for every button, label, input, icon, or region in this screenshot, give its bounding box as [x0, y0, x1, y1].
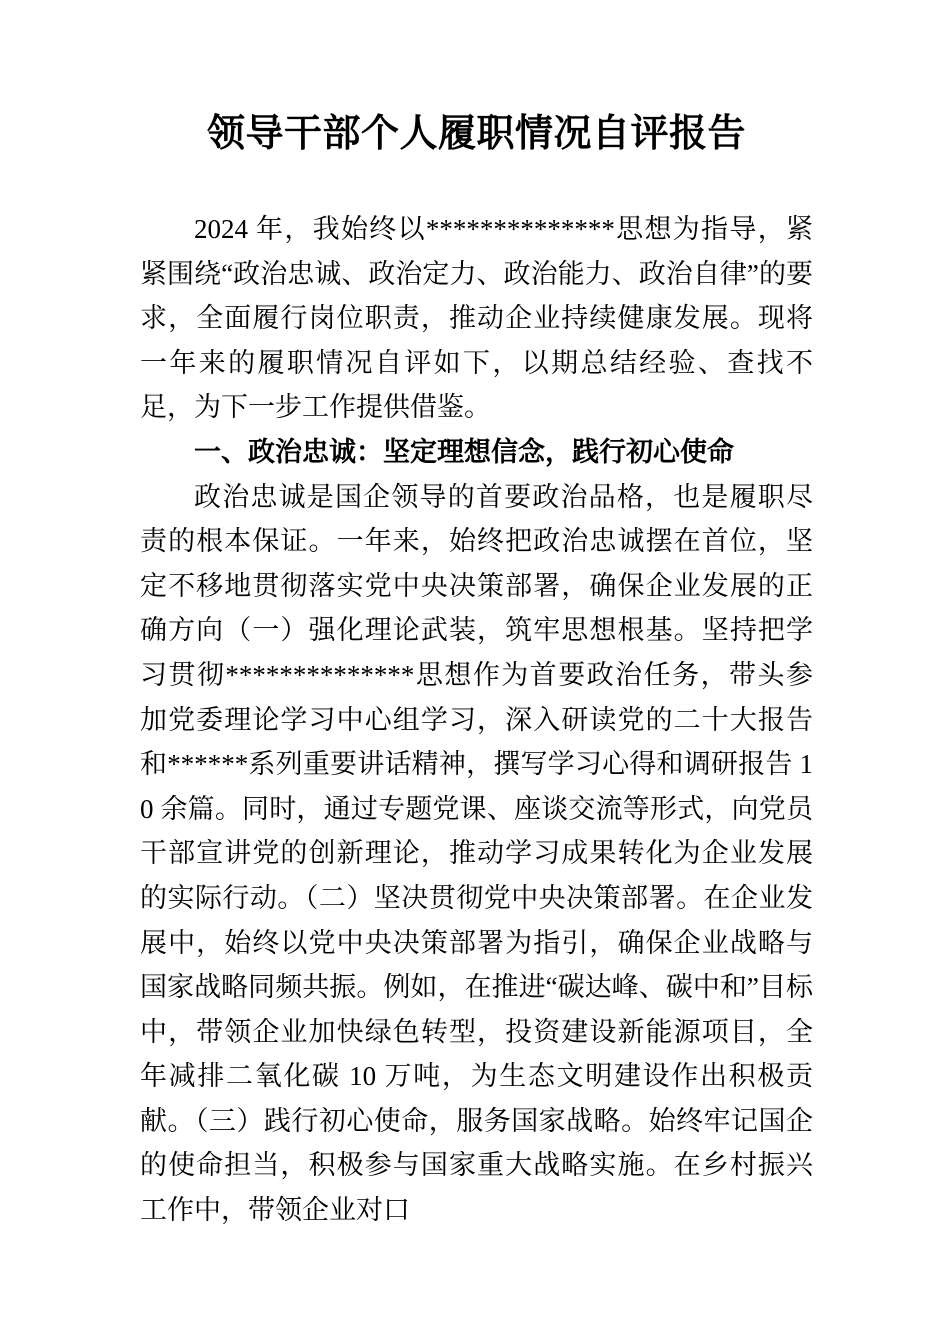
section-1-heading: 一、政治忠诚：坚定理想信念，践行初心使命	[194, 436, 734, 467]
section-1-body-paragraph: 政治忠诚是国企领导的首要政治品格，也是履职尽责的根本保证。一年来，始终把政治忠诚摆在首位，坚定不移地贯彻落实党中央决策部署，确保企业发展的正确方向（一）强化理论武装，筑牢思想根基。坚持把学习贯彻**************思想作为首要政治任务，带头参加党委理论学习中心组学习，深入研读党的二十大报告和******系列重要讲话精神，撰写学习心得和调研报告 10 余篇。同时，通过专题党课、座谈交流等形式，向党员干部宣讲党的创新理论，推动学习成果转化为企业发展的实际行动。（二）坚决贯彻党中央决策部署。在企业发展中，始终以党中央决策部署为指引，确保企业战略与国家战略同频共振。例如，在推进“碳达峰、碳中和”目标中，带领企业加快绿色转型，投资建设新能源项目，全年减排二氧化碳 10 万吨，为生态文明建设作出积极贡献。（三）践行初心使命，服务国家战略。始终牢记国企的使命担当，积极参与国家重大战略实施。在乡村振兴工作中，带领企业对口	[140, 481, 813, 1226]
intro-paragraph: 2024 年，我始终以**************思想为指导，紧紧围绕“政治忠诚、政治定力、政治能力、政治自律”的要求，全面履行岗位职责，推动企业持续健康发展。现将一年来的履职情况自评如下，以期总结经验、查找不足，为下一步工作提供借鉴。	[140, 214, 813, 423]
document-title: 领导干部个人履职情况自评报告	[206, 113, 746, 155]
